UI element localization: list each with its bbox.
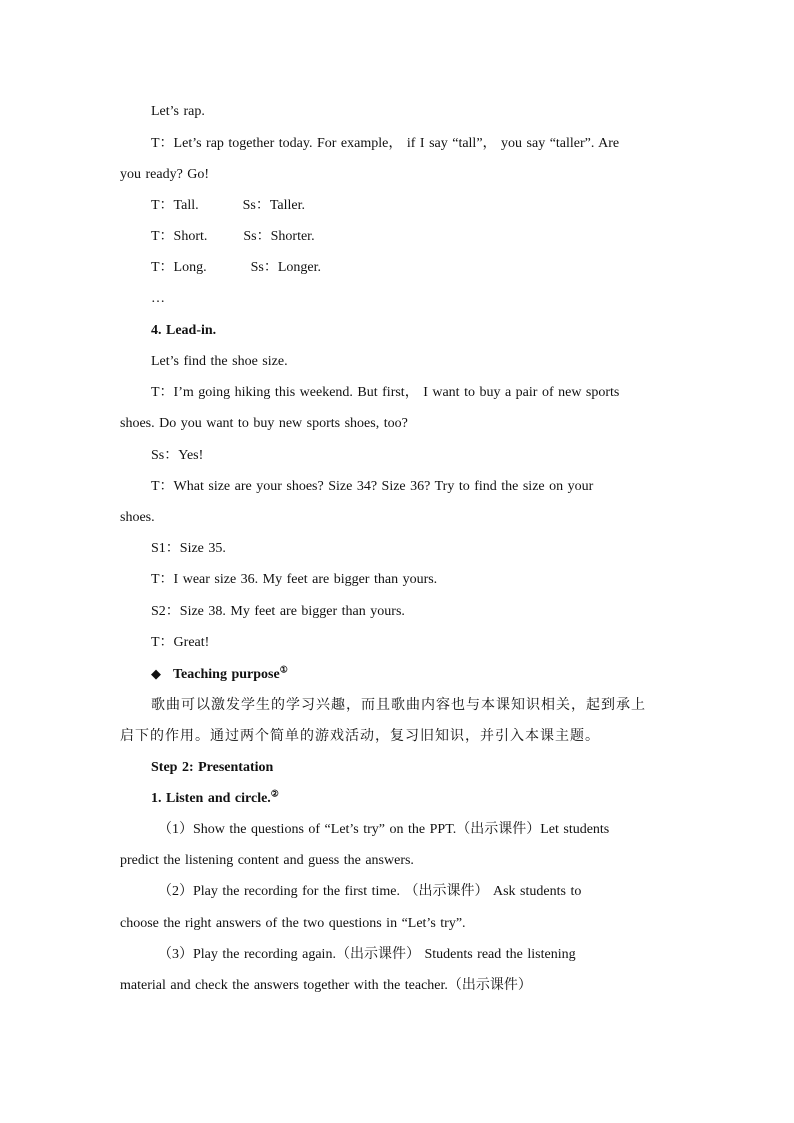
dialogue-line-continued: shoes. <box>120 510 155 525</box>
teacher-line: T：Long. <box>151 260 207 275</box>
dialogue-line: T：Let’s rap together today. For example， if I say “tall”， you say “taller”. Are <box>151 136 620 151</box>
rap-exchange-row <box>151 228 711 246</box>
dialogue-line: S2：Size 38. My feet are bigger than yours. <box>151 604 405 619</box>
ellipsis: … <box>151 291 165 306</box>
procedure-step-3-continued: material and check the answers together with the teacher.（出示课件） <box>120 978 532 993</box>
dialogue-line: Ss：Yes! <box>151 448 204 463</box>
dialogue-line-continued: you ready? Go! <box>120 167 210 182</box>
footnote-marker: ① <box>279 664 288 675</box>
rap-exchange-row <box>151 197 711 215</box>
dialogue-line: T：I’m going hiking this weekend. But first， I want to buy a pair of new sports <box>151 385 620 400</box>
procedure-step-2-continued: choose the right answers of the two questions in “Let’s try”. <box>120 916 466 931</box>
teacher-line: T：Tall. <box>151 198 199 213</box>
students-line: Ss：Longer. <box>250 260 321 275</box>
step-2-heading: Step 2: Presentation <box>151 760 274 775</box>
dialogue-line: T：What size are your shoes? Size 34? Size 36? Try to find the size on your <box>151 479 594 494</box>
procedure-step-1: （1）Show the questions of “Let’s try” on the PPT.（出示课件）Let students <box>158 822 610 837</box>
diamond-bullet-icon: ◆ <box>151 666 161 681</box>
procedure-step-3: （3）Play the recording again.（出示课件） Students read the listening <box>158 947 576 962</box>
rap-exchange-row <box>151 259 711 277</box>
lets-rap-line: Let’s rap. <box>151 104 205 119</box>
activity-title: Let’s find the shoe size. <box>151 354 288 369</box>
footnote-marker: ② <box>270 788 279 799</box>
procedure-step-1-continued: predict the listening content and guess the answers. <box>120 853 414 868</box>
teaching-purpose-heading <box>151 665 711 684</box>
teaching-purpose-title: Teaching purpose <box>173 667 280 682</box>
purpose-text-chinese-continued: 启下的作用。通过两个简单的游戏活动，复习旧知识，并引入本课主题。 <box>120 728 600 744</box>
listen-and-circle-heading <box>151 790 711 808</box>
dialogue-line: S1：Size 35. <box>151 541 226 556</box>
teacher-line: T：Short. <box>151 229 208 244</box>
procedure-step-2: （2）Play the recording for the first time. （出示课件） Ask students to <box>158 884 582 899</box>
dialogue-line: T：Great! <box>151 635 210 650</box>
dialogue-line: T：I wear size 36. My feet are bigger than yours. <box>151 572 438 587</box>
lead-in-heading: 4. Lead-in. <box>151 323 217 338</box>
purpose-text-chinese: 歌曲可以激发学生的学习兴趣，而且歌曲内容也与本课知识相关，起到承上 <box>151 697 646 713</box>
dialogue-line-continued: shoes. Do you want to buy new sports shoes, too? <box>120 416 408 431</box>
students-line: Ss：Taller. <box>242 198 306 213</box>
students-line: Ss：Shorter. <box>243 229 315 244</box>
listen-and-circle-title: 1. Listen and circle. <box>151 791 271 806</box>
